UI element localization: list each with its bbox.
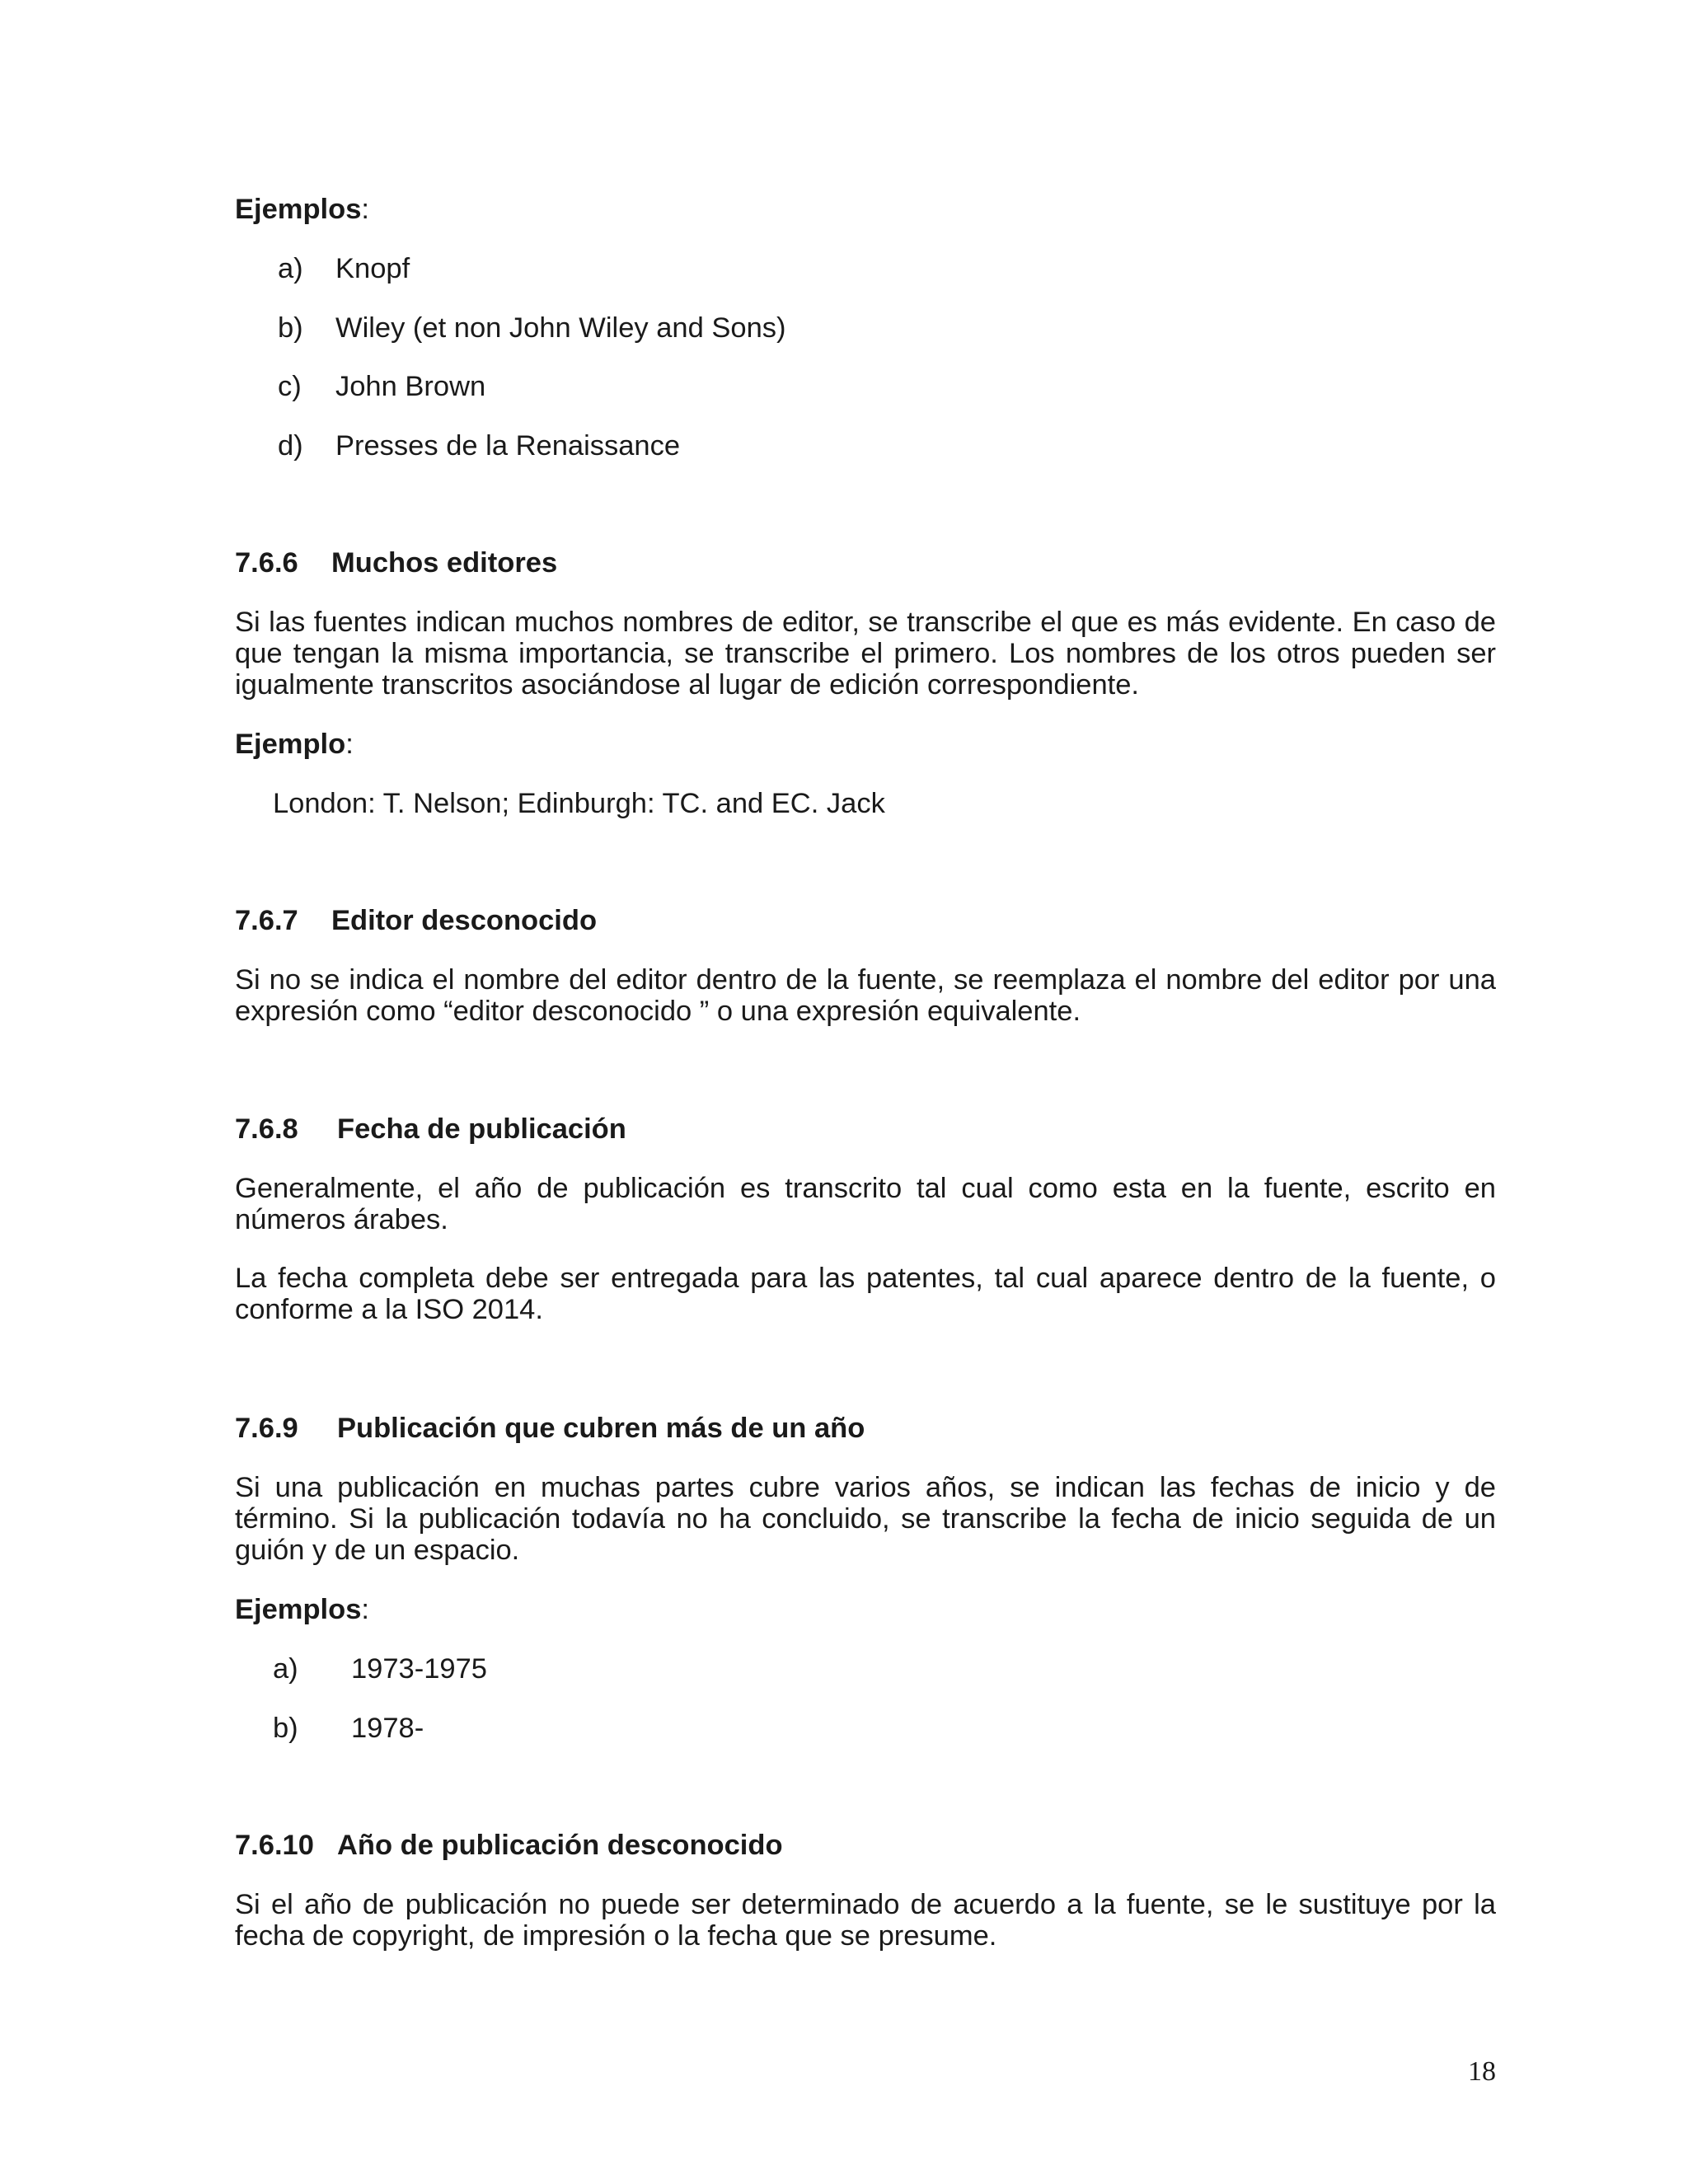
list-marker: c): [278, 371, 302, 402]
example-label-colon: :: [345, 729, 354, 760]
section-heading-7-6-8: [235, 1113, 1496, 1145]
section-title: Editor desconocido: [331, 905, 598, 936]
page-number: 18: [1468, 2056, 1496, 2087]
list-marker: a): [278, 253, 303, 284]
list-marker: b): [278, 312, 303, 344]
section-title: Publicación que cubren más de un año: [337, 1413, 865, 1444]
list-item-text: 1973-1975: [351, 1653, 487, 1685]
section-title: Fecha de publicación: [337, 1113, 626, 1145]
section-heading-7-6-6: [235, 547, 1496, 579]
list-marker: d): [278, 430, 303, 462]
section-heading-7-6-10: [235, 1830, 1496, 1861]
section-number: 7.6.10: [235, 1830, 314, 1861]
paragraph: Si el año de publicación no puede ser determinado de acuerdo a la fuente, se le sustituye por la fecha de copyright, de impresión o la fecha que se presume.: [235, 1889, 1496, 1952]
examples-label-colon: :: [361, 194, 369, 225]
paragraph: Si las fuentes indican muchos nombres de editor, se transcribe el que es más evidente. En caso de que tengan la misma importancia, se transcribe el primero. Los nombres de los otros pueden ser igualmente transcritos asociándose al lugar de edición correspondiente.: [235, 607, 1496, 701]
paragraph: Generalmente, el año de publicación es transcrito tal cual como esta en la fuente, escrito en números árabes.: [235, 1173, 1496, 1235]
section-heading-7-6-9: [235, 1413, 1496, 1444]
list-item-text: Wiley (et non John Wiley and Sons): [335, 312, 786, 344]
examples-label: [235, 1594, 1496, 1625]
list-marker: b): [273, 1713, 298, 1744]
section-number: 7.6.7: [235, 905, 298, 936]
section-heading-7-6-7: [235, 905, 1496, 936]
section-title: Año de publicación desconocido: [337, 1830, 783, 1861]
paragraph: Si no se indica el nombre del editor dentro de la fuente, se reemplaza el nombre del editor por una expresión como “editor desconocido ” o una expresión equivalente.: [235, 964, 1496, 1027]
example-label: [235, 729, 1496, 760]
list-item-text: John Brown: [335, 371, 486, 402]
examples-label-text: Ejemplos: [235, 194, 362, 225]
section-number: 7.6.6: [235, 547, 298, 579]
section-number: 7.6.9: [235, 1413, 298, 1444]
section-title: Muchos editores: [331, 547, 558, 579]
example-label-text: Ejemplo: [235, 729, 346, 760]
paragraph: La fecha completa debe ser entregada para las patentes, tal cual aparece dentro de la fuente, o conforme a la ISO 2014.: [235, 1263, 1496, 1325]
examples-label-text: Ejemplos: [235, 1594, 362, 1625]
paragraph: Si una publicación en muchas partes cubre varios años, se indican las fechas de inicio y de término. Si la publicación todavía no ha concluido, se transcribe la fecha de inicio seguida de un guión y de un espacio.: [235, 1472, 1496, 1566]
example-text: London: T. Nelson; Edinburgh: TC. and EC. Jack: [273, 788, 885, 819]
list-item-text: 1978-: [351, 1713, 424, 1744]
list-item-text: Presses de la Renaissance: [335, 430, 681, 462]
examples-label-colon: :: [361, 1594, 369, 1625]
examples-label: [235, 194, 1496, 225]
list-item-text: Knopf: [335, 253, 410, 284]
section-number: 7.6.8: [235, 1113, 298, 1145]
list-marker: a): [273, 1653, 298, 1685]
